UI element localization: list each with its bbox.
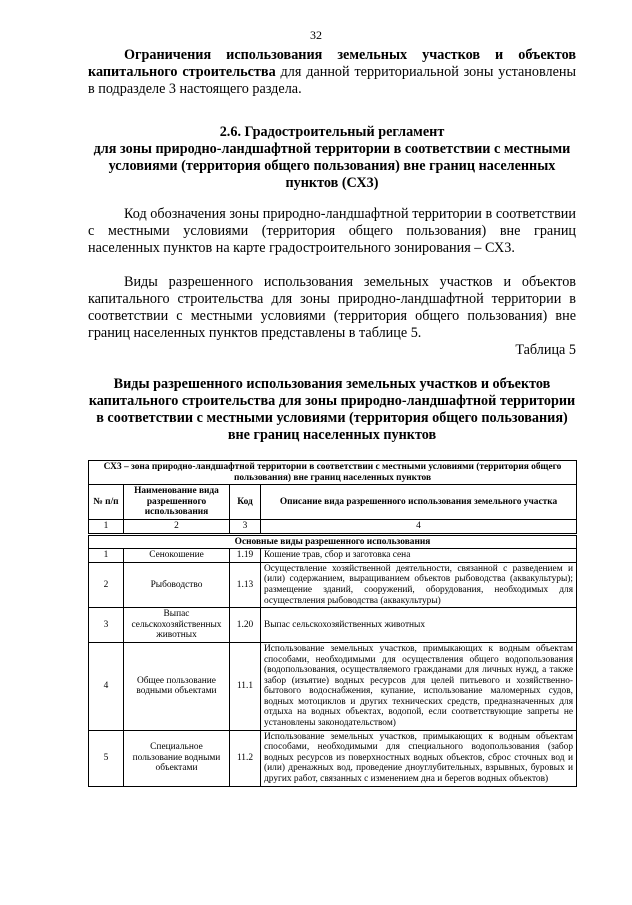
col-number-3: 3 [230, 519, 261, 534]
restrictions-paragraph [88, 47, 576, 98]
restrictions-rest-text: для данной территориальной зоны установлены в подразделе 3 настоящего раздела. [88, 64, 576, 97]
table-row [89, 549, 577, 563]
row-desc: Осуществление хозяйственной деятельности, связанной с разведением и (или) содержанием, выращиванием объектов рыбоводства (аквакультуры); размещение зданий, сооружений, оборудования, необходимых для осуществления рыбоводства (аквакультуры) [261, 562, 577, 607]
row-code: 11.2 [230, 730, 261, 786]
row-num: 4 [89, 642, 124, 730]
row-code: 1.20 [230, 608, 261, 643]
row-desc: Использование земельных участков, примыкающих к водным объектам способами, необходимыми для осуществления общего водопользования (водопользования, осуществляемого гражданами для личных нужд, а также забор (изъятие) водных ресурсов для целей питьевого и хозяйственно-бытового водоснабжения, купание, использование маломерных судов, водных мотоциклов и других технических средств, предназначенных для отдыха на водных объектах, водопой, если соответствующие запреты не установлены законодательством) [261, 642, 577, 730]
restrictions-bold-text: Ограничения использования земельных участков и объектов капитального строительства [88, 47, 576, 80]
section-heading-number: 2.6. Градостроительный регламент [219, 124, 445, 140]
row-desc: Выпас сельскохозяйственных животных [261, 608, 577, 643]
page-number: 32 [310, 28, 322, 42]
row-num: 2 [89, 562, 124, 607]
permitted-use-paragraph: Виды разрешенного использования земельных участков и объектов капитального строительства для зоны природно-ландшафтной территории в соответствии с местными условиями (территория общего пользования) вне границ населенных пунктов представлены в таблице 5. [88, 274, 576, 341]
col-number-4: 4 [261, 519, 577, 534]
col-number-1: 1 [89, 519, 124, 534]
table-row [89, 642, 577, 730]
section-heading [88, 124, 576, 192]
row-num: 5 [89, 730, 124, 786]
row-name: Общее пользование водными объектами [124, 642, 230, 730]
header-name: Наименование вида разрешенного использования [124, 485, 230, 520]
row-code: 1.13 [230, 562, 261, 607]
zone-code-paragraph: Код обозначения зоны природно-ландшафтной территории в соответствии с местными условиями (территория общего пользования) вне границ населенных пунктов на карте градостроительного зонирования – СХ3. [88, 206, 576, 256]
table-row [89, 562, 577, 607]
permitted-use-table [88, 460, 577, 787]
table-row [89, 730, 577, 786]
row-name: Специальное пользование водными объектами [124, 730, 230, 786]
header-code: Код [230, 485, 261, 520]
zone-caption-cell: СХ3 – зона природно-ландшафтной территории в соответствии с местными условиями (территория общего пользования) вне границ населенных пунктов [89, 461, 577, 485]
col-number-2: 2 [124, 519, 230, 534]
row-name: Рыбоводство [124, 562, 230, 607]
row-name: Выпас сельскохозяйственных животных [124, 608, 230, 643]
row-code: 11.1 [230, 642, 261, 730]
row-desc: Кошение трав, сбор и заготовка сена [261, 549, 577, 563]
header-num: № п/п [89, 485, 124, 520]
row-desc: Использование земельных участков, примыкающих к водным объектам способами, необходимыми для специального водопользования (забор водных ресурсов из поверхностных водных объектов, сброс сточных вод и (или) дренажных вод, проведение дноуглубительных, взрывных, буровых и других работ, связанных с изменением дна и берегов водных объектов) [261, 730, 577, 786]
row-code: 1.19 [230, 549, 261, 563]
section-heading-title: для зоны природно-ландшафтной территории в соответствии с местными условиями (территория общего пользования) вне границ населенных пунктов (СХ3) [93, 141, 571, 191]
table-row [89, 608, 577, 643]
table-label: Таблица 5 [515, 342, 576, 358]
row-num: 1 [89, 549, 124, 563]
row-num: 3 [89, 608, 124, 643]
header-desc: Описание вида разрешенного использования земельного участка [261, 485, 577, 520]
section-main-row: Основные виды разрешенного использования [89, 534, 577, 549]
table-title: Виды разрешенного использования земельных участков и объектов капитального строительства для зоны природно-ландшафтной территории в соответствии с местными условиями (территория общего пользования) вне границ населенных пунктов [88, 376, 576, 443]
row-name: Сенокошение [124, 549, 230, 563]
